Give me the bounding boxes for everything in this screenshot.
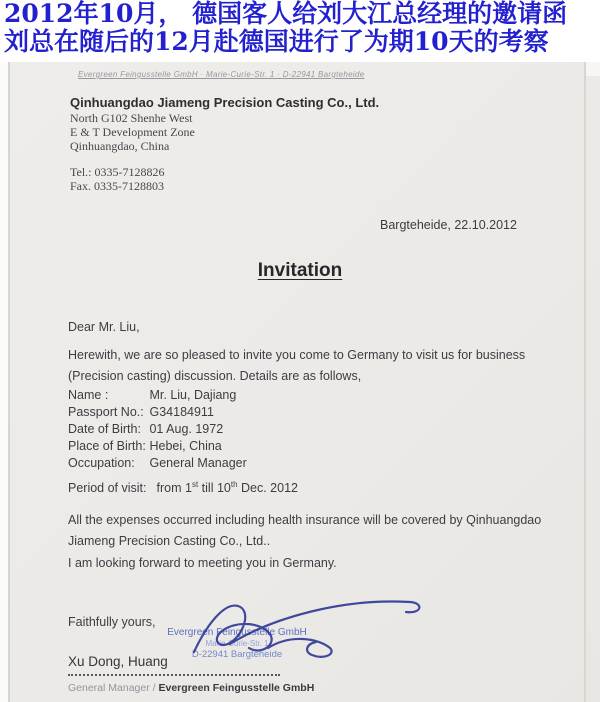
period-part: from 1	[156, 481, 192, 496]
closing-line: I am looking forward to meeting you in Germany.	[68, 556, 337, 570]
handwritten-signature	[172, 592, 432, 664]
signer-name: Xu Dong, Huang	[68, 654, 168, 669]
address-line-1: North G102 Shenhe West	[70, 111, 193, 125]
scan-edge-right	[584, 62, 586, 702]
ordinal-suffix: st	[191, 480, 199, 489]
detail-value: Mr. Liu, Dajiang	[149, 388, 237, 402]
signer-title-line	[68, 682, 314, 694]
recipient-company-name: Qinhuangdao Jiameng Precision Casting Co., Ltd.	[70, 95, 380, 110]
detail-label: Date of Birth:	[68, 422, 141, 436]
detail-value: G34184911	[149, 405, 214, 419]
caption-line-1: 2012年10月， 德国客人给刘大江总经理的邀请函	[4, 0, 568, 28]
period-part: till 10	[198, 481, 231, 496]
place-date-line: Bargteheide, 22.10.2012	[380, 218, 517, 232]
expenses-paragraph: All the expenses occurred including health insurance will be covered by Qinhuangdao Jiameng Precision Casting Co., Ltd..	[68, 513, 542, 548]
document-title: Invitation	[257, 260, 343, 281]
period-label: Period of visit:	[68, 481, 147, 496]
detail-row-name	[68, 388, 247, 405]
stamp-line-2: Marie-Curie-Str. 1	[205, 639, 269, 648]
period-part: Dec. 2012	[237, 481, 298, 496]
scan-corner-notch	[586, 62, 600, 76]
stamp-line-3: D-22941 Bargteheide	[191, 649, 283, 660]
address-line-3: Qinhuangdao, China	[70, 139, 170, 153]
caption-line-2: 刘总在随后的12月赴德国进行了为期10天的考察	[4, 27, 549, 56]
detail-row-birth-place	[68, 439, 247, 456]
detail-row-occupation	[68, 456, 247, 473]
scan-edge-left	[0, 62, 10, 702]
detail-row-passport	[68, 405, 247, 422]
detail-label: Occupation:	[68, 456, 135, 470]
ordinal-suffix: th	[230, 480, 238, 489]
caption-banner	[0, 0, 600, 62]
visitor-details-list	[68, 388, 247, 473]
salutation: Dear Mr. Liu,	[68, 320, 140, 334]
signature-dotted-line	[68, 666, 280, 676]
valediction: Faithfully yours,	[68, 615, 156, 629]
fax-line: Fax. 0335-7128803	[70, 179, 164, 193]
detail-value: 01 Aug. 1972	[149, 422, 224, 436]
telephone-line: Tel.: 0335-7128826	[70, 165, 165, 179]
stamp-line-1: Evergreen Feingusstelle GmbH	[167, 627, 307, 638]
detail-label: Name :	[68, 388, 109, 402]
letterhead-sender-line: Evergreen Feingusstelle GmbH · Marie-Curie-Str. 1 · D-22941 Bargteheide	[78, 70, 365, 79]
detail-row-birth-date	[68, 422, 247, 439]
address-line-2: E & T Development Zone	[70, 125, 195, 139]
signer-title-company: Evergreen Feingusstelle GmbH	[158, 682, 315, 694]
detail-label: Place of Birth:	[68, 439, 146, 453]
period-value	[157, 481, 298, 495]
detail-value: Hebei, China	[149, 439, 222, 453]
intro-paragraph: Herewith, we are so pleased to invite you come to Germany to visit us for business (Precision casting) discussion. Details are as follows,	[68, 348, 526, 383]
contact-block	[70, 165, 164, 193]
signer-title-role: General Manager /	[68, 682, 156, 694]
period-of-visit-row	[68, 480, 298, 495]
detail-label: Passport No.:	[68, 405, 144, 419]
detail-value: General Manager	[149, 456, 247, 470]
recipient-address	[70, 111, 195, 153]
